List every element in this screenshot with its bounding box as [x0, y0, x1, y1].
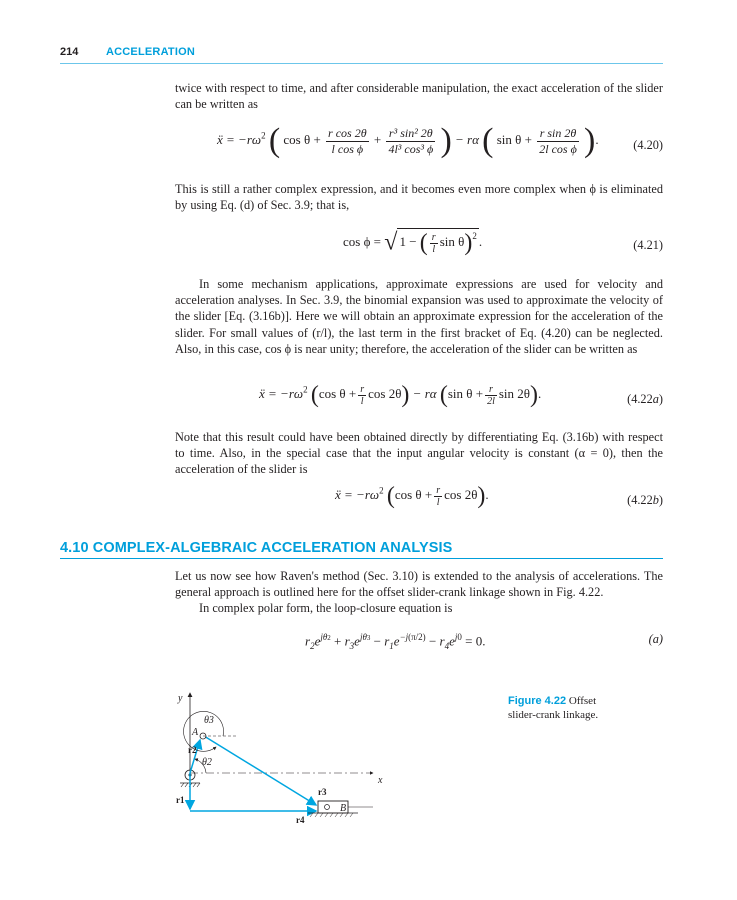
- equation-4-21: cos ϕ = √ 1 − ( $\frac{r}{l}$ sin θ)$^2$ . (4.21): [343, 229, 663, 256]
- figure-label: Figure 4.22: [508, 695, 567, 707]
- equation-4-22a: ẍ = $-r\omega^2$ (cos θ + $\frac{r}{l}$ cos 2θ) − rα (sin θ + $\frac{r}{2l}$ sin 2θ). (4.22a): [259, 382, 663, 408]
- eq420-frac3: $\frac{\text{r sin 2θ}}{\text{2l cos ϕ}}$: [539, 125, 577, 156]
- caption-text-a: Offset: [568, 695, 597, 707]
- label-r3: r3: [318, 787, 327, 797]
- equation-a: $r_2e^{j\theta 2} + r_3e^{j\theta 3} - r_1e^{-j(\pi/2)} - r_4e^{j0} = 0$. (a): [305, 632, 663, 651]
- eq422a-number: (4.22a): [627, 392, 663, 406]
- slider-block: [308, 801, 358, 817]
- figure-caption: [508, 694, 658, 722]
- eq421-frac: $\frac{r}{l}$: [431, 231, 436, 255]
- label-r2: r2: [188, 745, 197, 755]
- equation-4-20: ẍ = $-r\omega^2$ ( cos θ + $\frac{\text{r cos 2θ}}{\text{l cos ϕ}}$ + $\frac{\text{r³ sin² 2θ}}{\text{4l³ cos³ ϕ}}$ ) − rα ( sin θ + $\frac{\text{r sin 2θ}}{\text{2l cos ϕ}}$ ). (4.20): [217, 122, 663, 159]
- paragraph-2: This is still a rather complex expression, and it becomes even more complex when ϕ is eliminated by using Eq. (d) of Sec. 3.9; that is,: [175, 182, 663, 213]
- eq420-frac2: $\frac{\text{r³ sin² 2θ}}{\text{4l³ cos³ ϕ}}$: [388, 125, 434, 156]
- eqa-number: (a): [648, 632, 663, 646]
- eq422a-frac1: $\frac{r}{l}$: [360, 383, 365, 407]
- paragraph-6: In complex polar form, the loop-closure equation is: [199, 601, 453, 615]
- section-heading: 4.10 COMPLEX-ALGEBRAIC ACCELERATION ANALYSIS: [60, 540, 663, 559]
- page-header: [60, 46, 663, 64]
- eq420-lhs: ẍ = −rω: [217, 131, 262, 147]
- eq422a-frac2: $\frac{r}{2l}$: [487, 383, 495, 407]
- paragraph-4: Note that this result could have been obtained directly by differentiating Eq. (3.16b) with respect to time. Also, in the special case that the input angular velocity is constant (α = 0), then the acceleration of the slider is: [175, 430, 663, 477]
- label-r4: r4: [296, 815, 305, 825]
- page-number: 214: [60, 46, 79, 58]
- label-theta3: θ3: [204, 715, 214, 726]
- eq422b-number: (4.22b): [627, 493, 663, 507]
- eq420-number: (4.20): [633, 138, 663, 152]
- paragraph-1: twice with respect to time, and after considerable manipulation, the exact acceleration of the slider can be written as: [175, 81, 663, 112]
- caption-text-b: slider-crank linkage.: [508, 709, 599, 721]
- paragraph-5: Let us now see how Raven's method (Sec. 3.10) is extended to the analysis of accelerations. The general approach is outlined here for the offset slider-crank linkage shown in Fig. 4.22.: [175, 569, 663, 600]
- paragraph-3: In some mechanism applications, approximate expressions are used for velocity and acceleration analyses. In Sec. 3.9, the binomial expansion was used to approximate the velocity of the slider [Eq. (3.16b)]. Here we will obtain an approximate expression for the acceleration of the slider. For small values of (r/l), the last term in the first bracket of Eq. (4.20) can be neglected. Also, in this case, cos ϕ is near unity; therefore, the acceleration of the slider can be written as: [175, 277, 663, 356]
- label-a: A: [192, 727, 199, 738]
- vector-r3: [204, 736, 316, 805]
- label-b: B: [340, 803, 347, 814]
- eq421-number: (4.21): [633, 238, 663, 252]
- running-head: ACCELERATION: [106, 46, 195, 58]
- label-x: x: [378, 775, 383, 786]
- eq420-frac1: $\frac{\text{r cos 2θ}}{\text{l cos ϕ}}$: [328, 125, 367, 156]
- eq422b-frac: $\frac{r}{l}$: [436, 484, 441, 508]
- slider-crank-diagram: [168, 683, 398, 833]
- eq420-term1: cos θ +: [283, 131, 321, 147]
- eq420-mid: − rα: [455, 131, 479, 147]
- label-r1: r1: [176, 795, 185, 805]
- label-theta2: θ2: [202, 757, 212, 768]
- equation-4-22b: ẍ = $-r\omega^2$ (cos θ + $\frac{r}{l}$ cos 2θ). (4.22b): [335, 483, 663, 509]
- label-y: y: [178, 693, 183, 704]
